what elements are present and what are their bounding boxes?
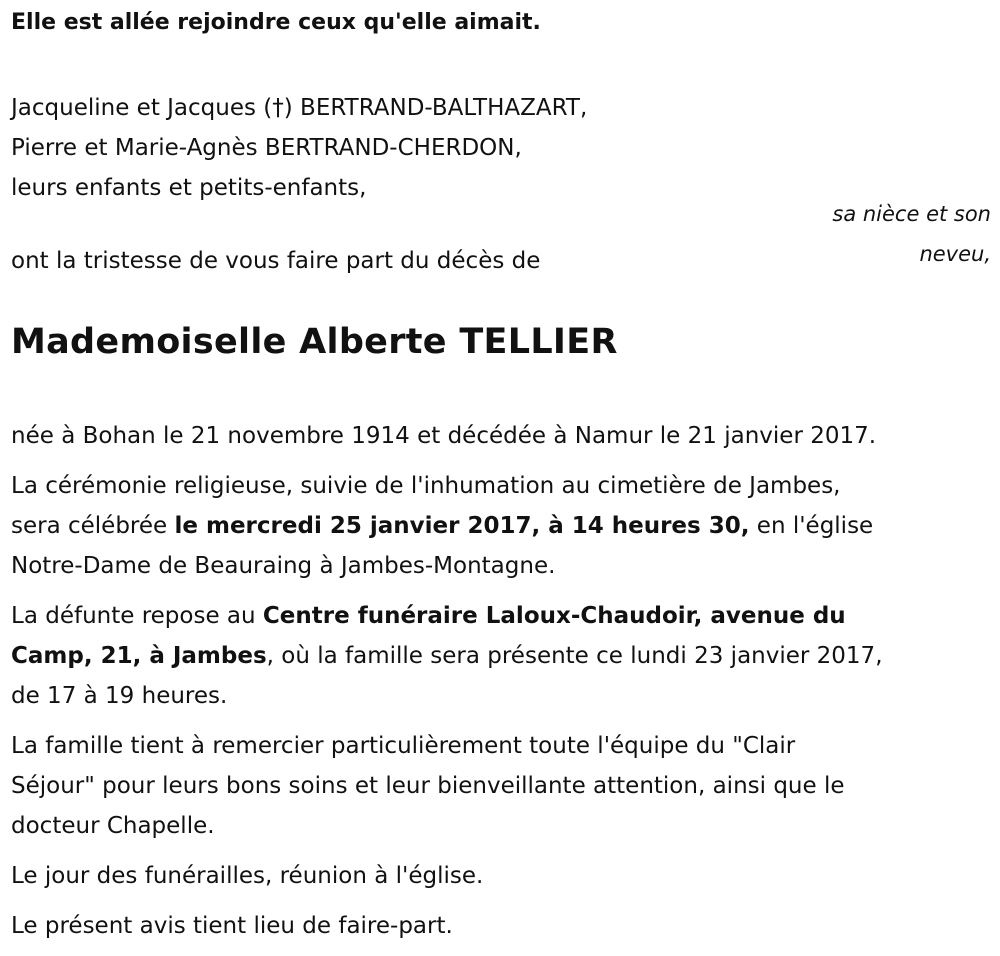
- ceremony-line-1: La cérémonie religieuse, suivie de l'inhumation au cimetière de Jambes,: [11, 473, 841, 499]
- thanks-paragraph: [11, 726, 991, 846]
- repose-line-2-end: , où la famille sera présente ce lundi 23 janvier 2017,: [266, 643, 883, 669]
- ceremony-line-3: Notre-Dame de Beauraing à Jambes-Montagne.: [11, 553, 556, 579]
- repose-line-1-start: La défunte repose au: [11, 603, 263, 629]
- thanks-line-1: La famille tient à remercier particulièrement toute l'équipe du "Clair: [11, 733, 796, 759]
- ceremony-line-2-start: sera célébrée: [11, 513, 175, 539]
- repose-line-1: [11, 596, 991, 636]
- ceremony-line-2: [11, 506, 991, 546]
- family-list: [11, 88, 587, 208]
- funeral-center-part-2: Camp, 21, à Jambes: [11, 643, 267, 669]
- meeting-paragraph: [11, 856, 991, 896]
- family-line-3: leurs enfants et petits-enfants,: [11, 175, 367, 201]
- notice-text: Le présent avis tient lieu de faire-part.: [11, 913, 453, 939]
- family-line-1-start: Jacqueline et Jacques (: [11, 95, 273, 121]
- thanks-line-2: Séjour" pour leurs bons soins et leur bienveillante attention, ainsi que le: [11, 773, 845, 799]
- ceremony-date-time: le mercredi 25 janvier 2017, à 14 heures 30,: [174, 513, 750, 539]
- announcement-line: ont la tristesse de vous faire part du décès de: [11, 248, 541, 274]
- birth-death-paragraph: [11, 416, 991, 456]
- family-line-2: Pierre et Marie-Agnès BERTRAND-CHERDON,: [11, 135, 522, 161]
- ceremony-line-2-end: en l'église: [749, 513, 874, 539]
- thanks-line-3: docteur Chapelle.: [11, 813, 215, 839]
- epigraph: Elle est allée rejoindre ceux qu'elle aimait.: [11, 10, 541, 35]
- repose-line-3: de 17 à 19 heures.: [11, 683, 228, 709]
- birth-death-text: née à Bohan le 21 novembre 1914 et décédée à Namur le 21 janvier 2017.: [11, 423, 877, 449]
- deceased-name: Mademoiselle Alberte TELLIER: [11, 322, 618, 362]
- funeral-center-part-1: Centre funéraire Laloux-Chaudoir, avenue du: [262, 603, 846, 629]
- ceremony-paragraph: [11, 466, 991, 586]
- relation-note: sa nièce et son neveu,: [832, 202, 991, 266]
- repose-paragraph: [11, 596, 991, 716]
- notice-body: [11, 416, 991, 956]
- repose-line-2: [11, 636, 991, 676]
- notice-paragraph: [11, 906, 991, 946]
- meeting-text: Le jour des funérailles, réunion à l'église.: [11, 863, 484, 889]
- cross-icon: †: [272, 95, 284, 121]
- family-line-1-end: ) BERTRAND-BALTHAZART,: [283, 95, 588, 121]
- family-line-1: [11, 88, 587, 128]
